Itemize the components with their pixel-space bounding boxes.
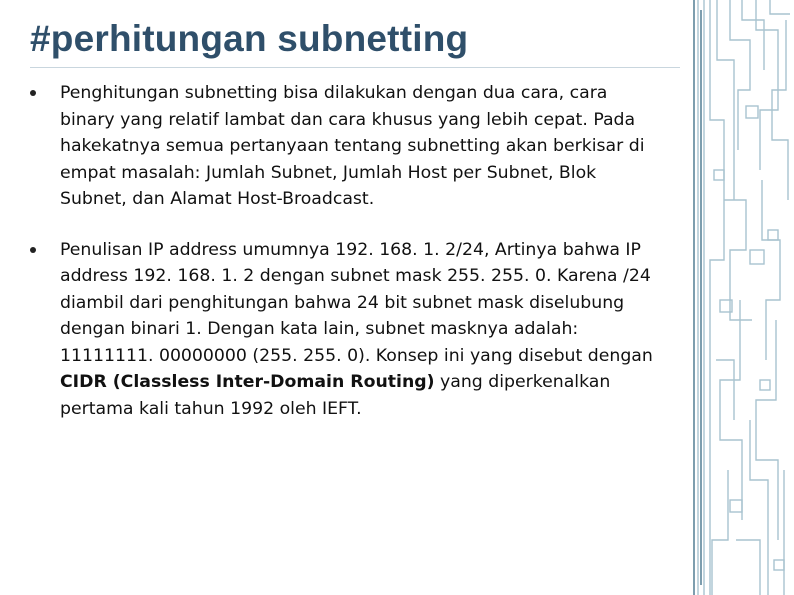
title-divider [30,67,680,68]
bullet-text-1: Penghitungan subnetting bisa dilakukan dengan dua cara, cara binary yang relatif lambat dan cara khusus yang lebih cepat. Pada hakekatnya semua pertanyaan tentang subnetting akan berkisar di empat masalah: Jumlah Subnet, Jumlah Host per Subnet, Blok Subnet, dan Alamat Host-Broadcast. [60,83,645,209]
bullet-item-1 [30,80,662,213]
bullet-list [30,80,662,446]
bullet-item-2 [30,237,662,423]
bullet-text-2-end: yang diperkenalkan pertama kali tahun 1992 oleh IEFT. [60,372,611,419]
circuit-pattern-icon [690,0,794,595]
bullet-dot-icon [30,247,36,253]
cidr-term: CIDR (Classless Inter-Domain Routing) [60,372,435,392]
bullet-text-2-start: Penulisan IP address umumnya 192. 168. 1. 2/24, Artinya bahwa IP address 192. 168. 1. 2 dengan subnet mask 255. 255. 0. Karena /24 diambil dari penghitungan bahwa 24 bit subnet mask diselubung dengan binari 1. Dengan kata lain, subnet masknya adalah: 11111111. 00000000 (255. 255. 0). Konsep ini yang disebut dengan [60,239,653,366]
slide-title: #perhitungan subnetting [30,18,469,59]
bullet-dot-icon [30,90,36,96]
